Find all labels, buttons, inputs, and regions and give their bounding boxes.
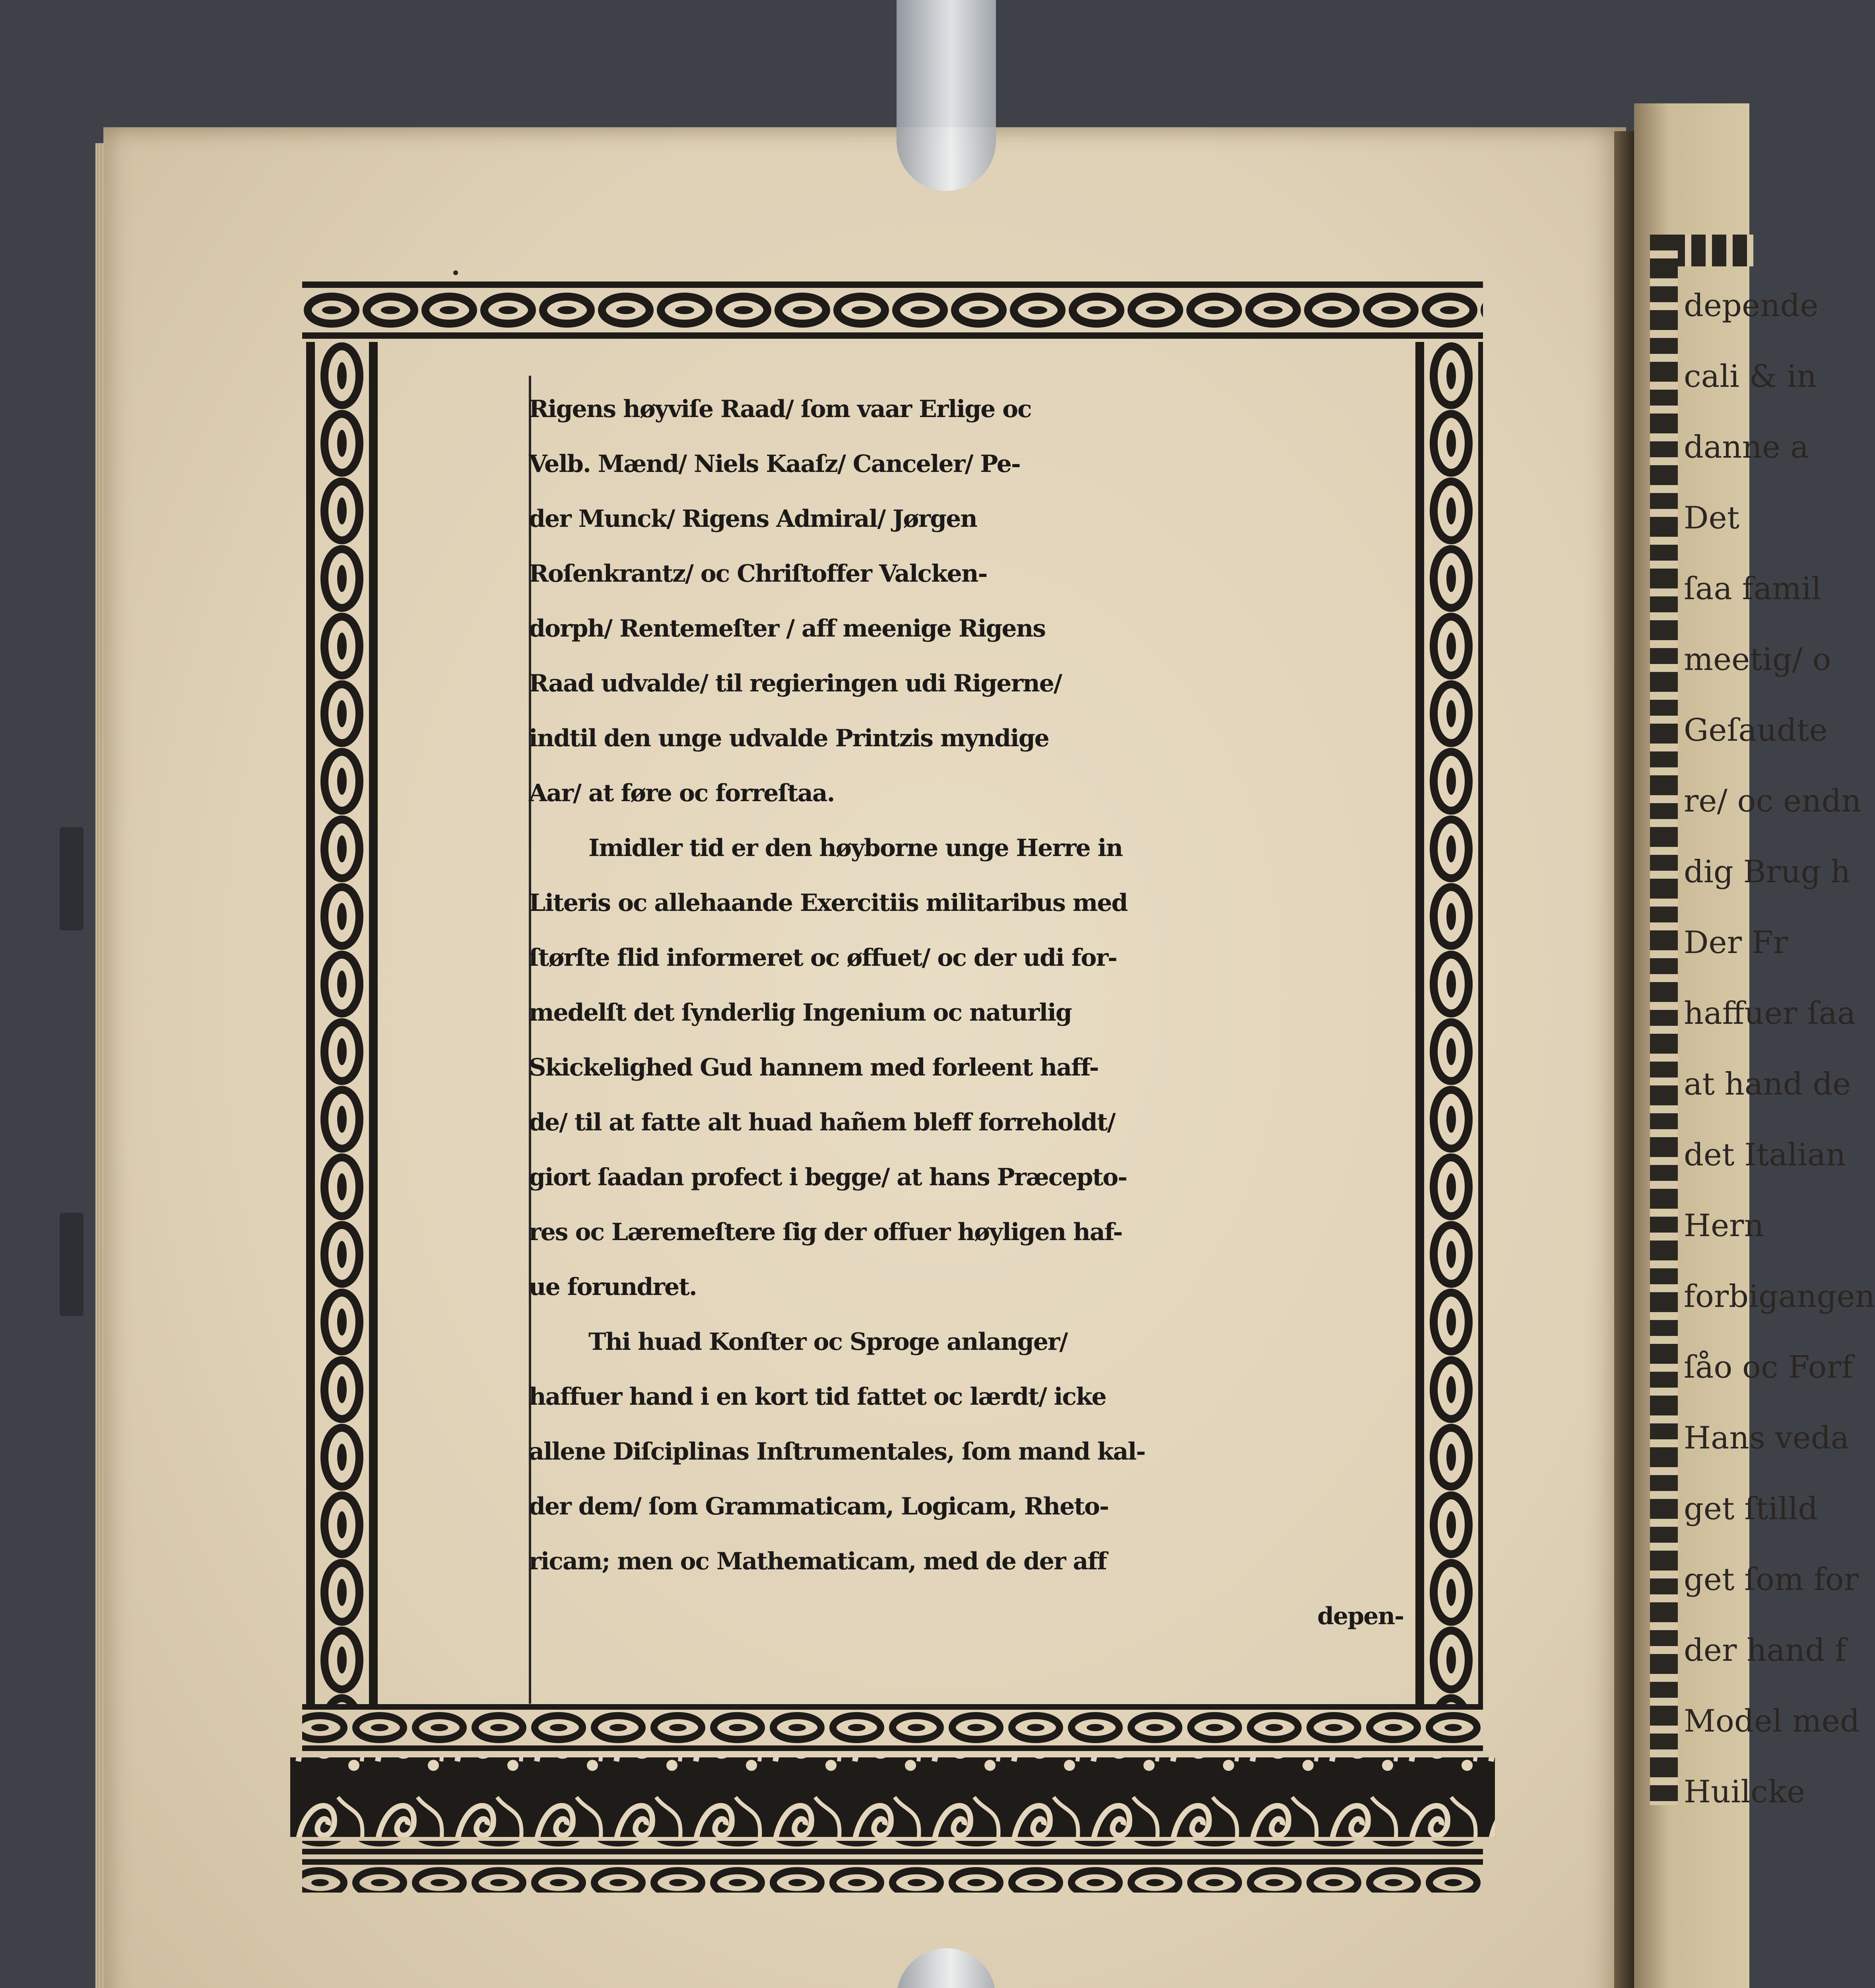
text-line: medelſt det ſynderlig Ingenium oc naturlig <box>529 999 1071 1027</box>
facing-page-line: Der Fr <box>1684 925 1788 961</box>
facing-page-line: Hans veda <box>1684 1420 1850 1456</box>
facing-page-line: ſåo oc Forf <box>1684 1349 1853 1385</box>
text-line: Rigens høyviſe Raad/ ſom vaar Erlige oc <box>529 395 1031 423</box>
facing-page-line: det Italian <box>1684 1137 1846 1173</box>
body-text <box>529 382 1419 1644</box>
text-line: ſtørſte flid informeret oc øffuet/ oc der udi for- <box>529 944 1117 972</box>
facing-page <box>1634 103 1875 1988</box>
facing-page-line: depende <box>1684 288 1819 324</box>
text-line: Velb. Mænd/ Niels Kaaſz/ Canceler/ Pe- <box>529 450 1020 478</box>
ornamental-border-bottom <box>290 1702 1495 1893</box>
text-line: Roſenkrantz/ oc Chriſtoffer Valcken- <box>529 560 987 588</box>
ornamental-border-right <box>1411 342 1483 1773</box>
facing-page-line: get ſtilld <box>1684 1491 1818 1527</box>
facing-page-line: at hand de <box>1684 1066 1851 1102</box>
text-line: haffuer hand i en kort tid fattet oc lærdt/ icke <box>529 1383 1106 1411</box>
book-cradle-bracket <box>60 827 83 930</box>
text-line: der Munck/ Rigens Admiral/ Jørgen <box>529 505 977 533</box>
text-line: giort ſaadan profect i begge/ at hans Præcepto- <box>529 1163 1127 1191</box>
ornamental-border-left <box>302 342 382 1773</box>
facing-page-line: dig Brug h <box>1684 854 1851 890</box>
facing-page-line: meetig/ o <box>1684 642 1831 678</box>
text-line: Literis oc allehaande Exercitiis militaribus med <box>529 889 1128 917</box>
text-line: Imidler tid er den høyborne unge Herre in <box>588 834 1123 862</box>
text-line: ricam; men oc Mathematicam, med de der aff <box>529 1547 1106 1575</box>
ornamental-border-top <box>302 278 1483 342</box>
facing-page-line: Huilcke <box>1684 1774 1805 1810</box>
text-line: der dem/ ſom Grammaticam, Logicam, Rheto- <box>529 1493 1108 1520</box>
text-line: res oc Læremeſtere ſig der offuer høyligen haf- <box>529 1218 1122 1246</box>
facing-page-line: Hern <box>1684 1208 1764 1244</box>
facing-page-border-left <box>1650 235 1678 1805</box>
book-cradle-bracket <box>60 1213 83 1316</box>
facing-page-line: cali & in <box>1684 359 1817 394</box>
facing-page-line: Det <box>1684 500 1740 536</box>
text-line: ue forundret. <box>529 1273 697 1301</box>
text-line: dorph/ Rentemeſter / aff meenige Rigens <box>529 615 1046 643</box>
facing-page-line: ſaa famil <box>1684 571 1821 607</box>
ink-dot <box>453 270 458 275</box>
page-clip-top <box>897 0 996 191</box>
text-line: indtil den unge udvalde Printzis myndige <box>529 724 1049 752</box>
facing-page-line: haffuer ſaa <box>1684 996 1856 1031</box>
text-line: de/ til at fatte alt huad hañem bleff forreholdt/ <box>529 1109 1115 1136</box>
facing-page-line: get ſom for <box>1684 1562 1859 1598</box>
facing-page-line: Geſaudte <box>1684 712 1828 748</box>
text-line: Aar/ at føre oc forreſtaa. <box>529 779 835 807</box>
text-line: allene Diſciplinas Inſtrumentales, ſom mand kal- <box>529 1438 1145 1466</box>
text-line: Raad udvalde/ til regieringen udi Rigerne/ <box>529 670 1062 697</box>
catchword: depen- <box>1317 1602 1403 1630</box>
facing-page-line: re/ oc endn <box>1684 783 1861 819</box>
facing-page-line: forbigangen <box>1684 1279 1875 1314</box>
text-line: Skickelighed Gud hannem med forleent haff- <box>529 1054 1099 1081</box>
text-line: Thi huad Konſter oc Sproge anlanger/ <box>588 1328 1068 1356</box>
facing-page-line: danne a <box>1684 429 1809 465</box>
facing-page-text <box>1684 270 1875 1827</box>
facing-page-line: Model med <box>1684 1703 1860 1739</box>
facing-page-line: der hand f <box>1684 1633 1846 1668</box>
